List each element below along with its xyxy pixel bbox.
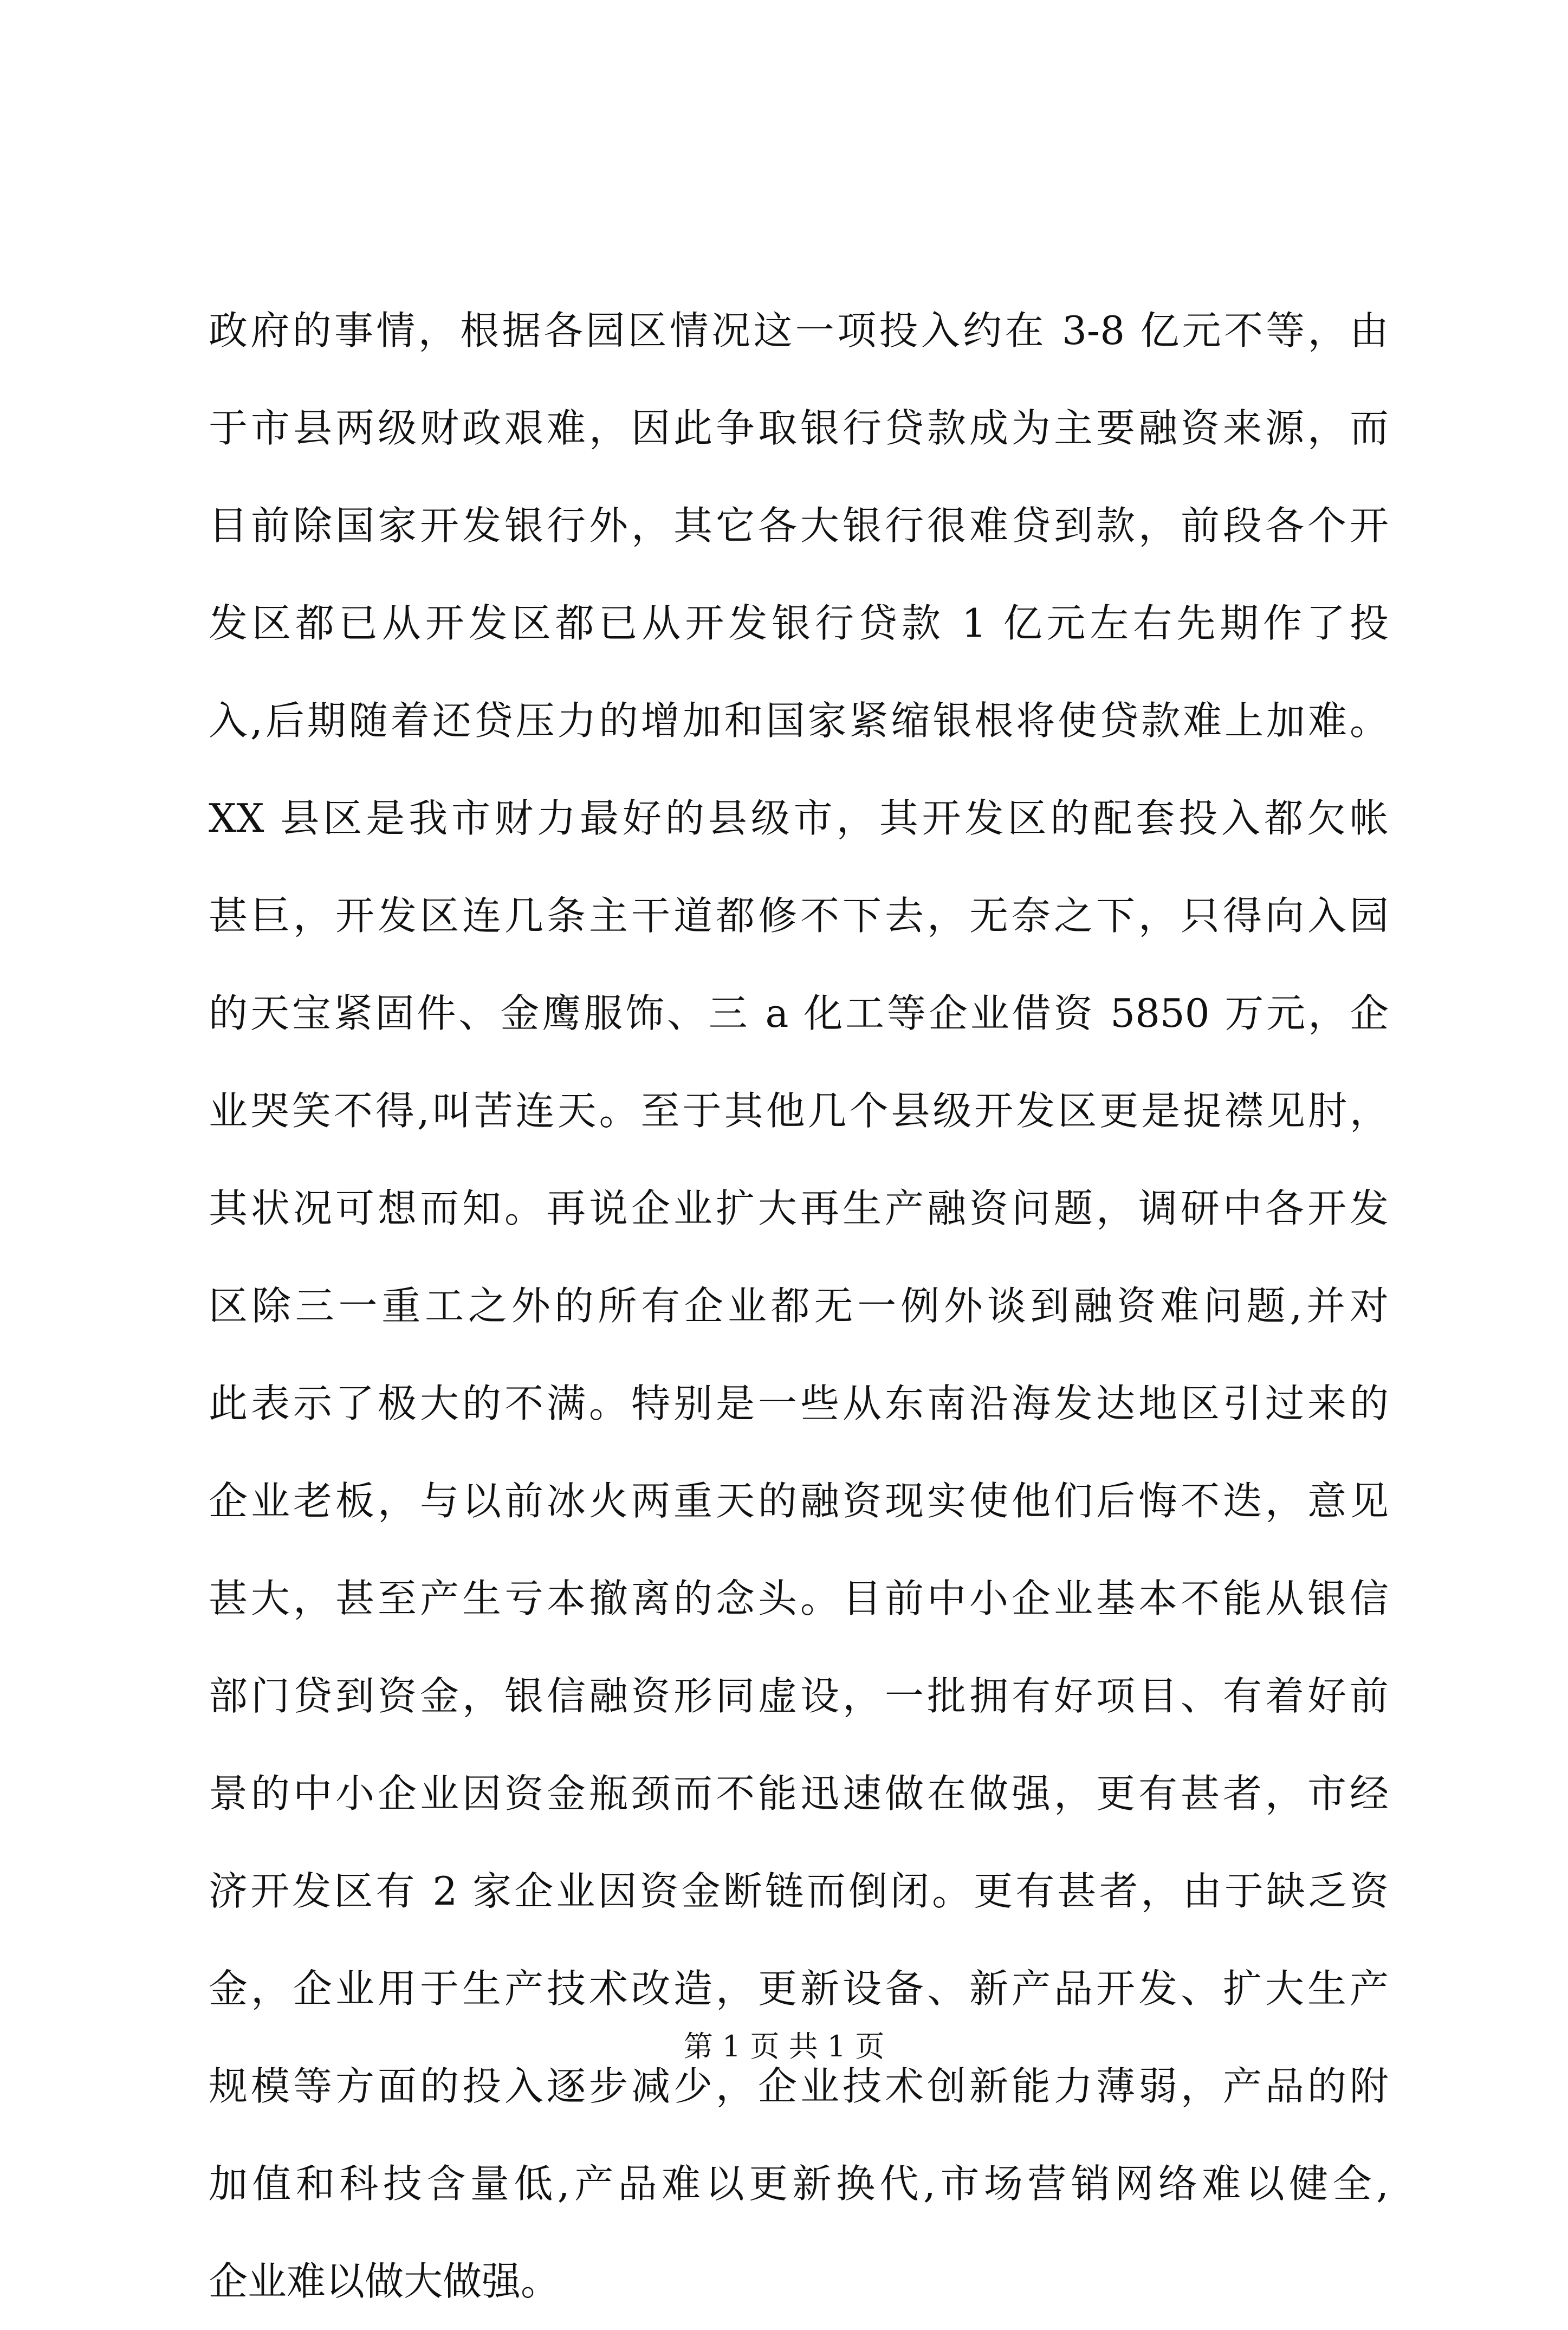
text-line: 区除三一重工之外的所有企业都无一例外谈到融资难问题,并对: [209, 1283, 1389, 1329]
text-line: 济开发区有 2 家企业因资金断链而倒闭。更有甚者，由于缺乏资: [209, 1868, 1389, 1914]
text-line: 此表示了极大的不满。特别是一些从东南沿海发达地区引过来的: [209, 1381, 1389, 1426]
text-line: 金，企业用于生产技术改造，更新设备、新产品开发、扩大生产: [209, 1966, 1389, 2011]
text-line: 入,后期随着还贷压力的增加和国家紧缩银根将使贷款难上加难。: [209, 698, 1389, 743]
text-line: 政府的事情，根据各园区情况这一项投入约在 3-8 亿元不等，由: [209, 308, 1389, 353]
text-line: XX 县区是我市财力最好的县级市，其开发区的配套投入都欠帐: [209, 795, 1389, 841]
body-paragraph: [209, 282, 1389, 2330]
text-line: 目前除国家开发银行外，其它各大银行很难贷到款，前段各个开: [209, 503, 1389, 548]
text-line: 规模等方面的投入逐步减少，企业技术创新能力薄弱，产品的附: [209, 2063, 1389, 2109]
text-line-last: 企业难以做大做强。: [209, 2258, 560, 2304]
text-line: 发区都已从开发区都已从开发银行贷款 1 亿元左右先期作了投: [209, 600, 1389, 646]
text-line: 加值和科技含量低,产品难以更新换代,市场营销网络难以健全,: [209, 2161, 1389, 2206]
text-line: 甚大，甚至产生亏本撤离的念头。目前中小企业基本不能从银信: [209, 1576, 1389, 1621]
text-line: 企业老板，与以前冰火两重天的融资现实使他们后悔不迭，意见: [209, 1478, 1389, 1524]
text-line: 景的中小企业因资金瓶颈而不能迅速做在做强，更有甚者，市经: [209, 1771, 1389, 1816]
text-line: 甚巨，开发区连几条主干道都修不下去，无奈之下，只得向入园: [209, 893, 1389, 939]
text-line: 部门贷到资金，银信融资形同虚设，一批拥有好项目、有着好前: [209, 1673, 1389, 1719]
page-number-footer: 第 1 页 共 1 页: [683, 2029, 885, 2063]
text-line: 于市县两级财政艰难，因此争取银行贷款成为主要融资来源，而: [209, 405, 1389, 451]
text-line: 的天宝紧固件、金鹰服饰、三 a 化工等企业借资 5850 万元，企: [209, 991, 1389, 1036]
text-line: 业哭笑不得,叫苦连天。至于其他几个县级开发区更是捉襟见肘，: [209, 1088, 1389, 1134]
text-line: 其状况可想而知。再说企业扩大再生产融资问题，调研中各开发: [209, 1186, 1389, 1231]
